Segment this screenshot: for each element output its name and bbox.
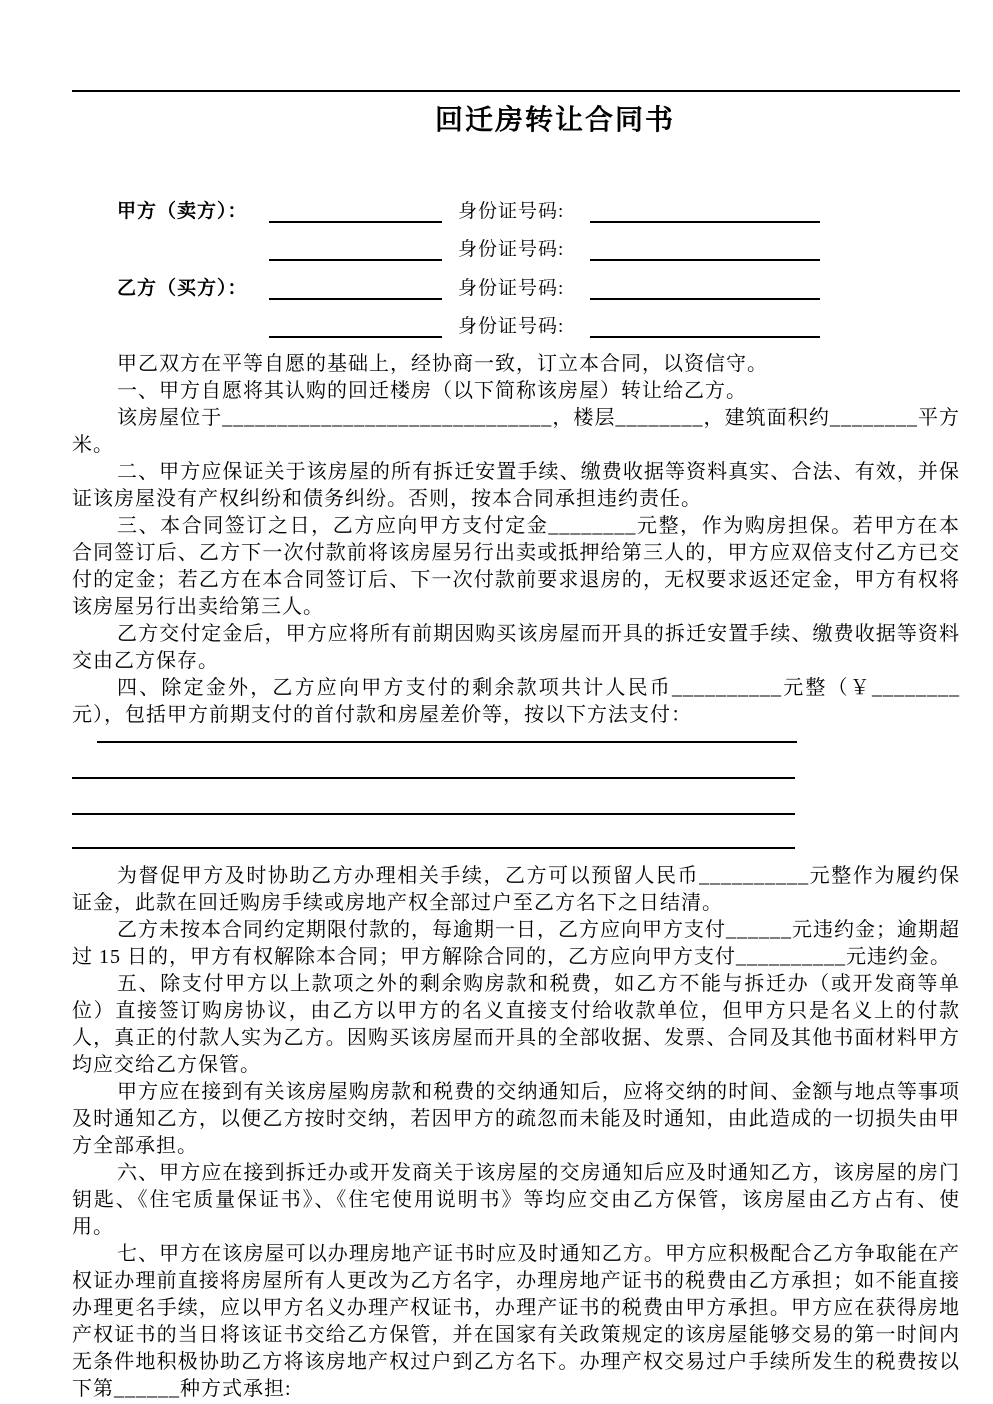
contract-paragraph-clause6: 六、甲方应在接到拆迁办或开发商关于该房屋的交房通知后应及时通知乙方，该房屋的房门钥匙、《住宅质量保证书》、《住宅使用说明书》等均应交由乙方保管，该房屋由乙方占有、使用。 <box>72 1162 960 1238</box>
id-number-label: 身份证号码: <box>458 200 565 222</box>
contract-paragraph-late-payment: 乙方未按本合同约定期限付款的，每逾期一日，乙方应向甲方支付______元违约金；逾期超过 15 日的，甲方有权解除本合同；甲方解除合同的，乙方应向甲方支付__________元违约金。 <box>72 919 960 968</box>
blank-writing-line <box>72 815 795 849</box>
id-number-label: 身份证号码: <box>458 277 565 299</box>
parties-section <box>72 184 960 338</box>
document-title: 回迁房转让合同书 <box>434 105 675 136</box>
party-a-row <box>72 184 960 223</box>
party-a-id-blank <box>590 197 820 223</box>
party-b-second-row <box>72 300 960 339</box>
contract-body <box>72 351 960 1403</box>
header-rule <box>72 90 960 92</box>
blank-writing-line <box>97 729 797 743</box>
blank-writing-line <box>72 779 795 815</box>
party-b2-name-blank <box>269 312 442 338</box>
party-b-label: 乙方（买方）： <box>117 277 248 299</box>
contract-content <box>0 90 993 1403</box>
party-b-id-blank <box>590 274 820 300</box>
id-number-label: 身份证号码: <box>458 239 565 260</box>
party-b2-id-blank <box>590 312 820 338</box>
contract-paragraph-deposit-handover: 乙方交付定金后，甲方应将所有前期因购买该房屋而开具的拆迁安置手续、缴费收据等资料交由乙方保存。 <box>72 623 960 672</box>
party-b-row <box>72 261 960 300</box>
party-a2-name-blank <box>269 235 442 261</box>
party-a-second-row <box>72 223 960 262</box>
contract-paragraph-clause3: 三、本合同签订之日，乙方应向甲方支付定金________元整，作为购房担保。若甲方在本合同签订后、乙方下一次付款前将该房屋另行出卖或抵押给第三人的，甲方应双倍支付乙方已交付的定金；若乙方在本合同签订后、下一次付款前要求退房的，无权要求返还定金，甲方有权将该房屋另行出卖给第三人。 <box>72 515 960 618</box>
contract-paragraph-clause4: 四、除定金外，乙方应向甲方支付的剩余款项共计人民币__________元整（￥________元），包括甲方前期支付的首付款和房屋差价等，按以下方法支付： <box>72 677 960 726</box>
contract-paragraph-payment-notice: 甲方应在接到有关该房屋购房款和税费的交纳通知后，应将交纳的时间、金额与地点等事项及时通知乙方，以便乙方按时交纳，若因甲方的疏忽而未能及时通知，由此造成的一切损失由甲方全部承担。 <box>72 1081 960 1157</box>
party-a-label: 甲方（卖方）： <box>117 200 248 222</box>
party-b-name-blank <box>269 274 442 300</box>
contract-paragraph-clause2: 二、甲方应保证关于该房屋的所有拆迁安置手续、缴费收据等资料真实、合法、有效，并保证该房屋没有产权纠纷和债务纠纷。否则，按本合同承担违约责任。 <box>72 461 960 510</box>
contract-paragraph-clause5: 五、除支付甲方以上款项之外的剩余购房款和税费，如乙方不能与拆迁办（或开发商等单位）直接签订购房协议，由乙方以甲方的名义直接支付给收款单位，但甲方只是名义上的付款人，真正的付款人实为乙方。因购买该房屋而开具的全部收据、发票、合同及其他书面材料甲方均应交给乙方保管。 <box>72 973 960 1076</box>
contract-paragraph-preamble: 甲乙双方在平等自愿的基础上，经协商一致，订立本合同，以资信守。 <box>117 353 768 375</box>
contract-paragraph-performance-bond: 为督促甲方及时协助乙方办理相关手续，乙方可以预留人民币__________元整作为履约保证金，此款在回迁购房手续或房地产权全部过户至乙方名下之日结清。 <box>72 865 960 914</box>
party-a-name-blank <box>269 197 442 223</box>
payment-method-blank-lines <box>72 729 960 849</box>
contract-paragraph-house-location: 该房屋位于______________________________，楼层________，建筑面积约________平方米。 <box>72 407 960 456</box>
id-number-label: 身份证号码: <box>458 316 565 337</box>
contract-paragraph-clause1: 一、甲方自愿将其认购的回迁楼房（以下简称该房屋）转让给乙方。 <box>117 380 747 402</box>
blank-writing-line <box>72 743 795 779</box>
contract-paragraph-clause7: 七、甲方在该房屋可以办理房地产证书时应及时通知乙方。甲方应积极配合乙方争取能在产权证办理前直接将房屋所有人更改为乙方名字，办理房地产证书的税费由乙方承担；如不能直接办理更名手续，应以甲方名义办理产权证书，办理产证书的税费由甲方承担。甲方应在获得房地产权证书的当日将该证书交给乙方保管，并在国家有关政策规定的该房屋能够交易的第一时间内无条件地积极协助乙方将该房地产权过户到乙方名下。办理产权交易过户手续所发生的税费按以下第______种方式承担: <box>72 1243 960 1400</box>
party-a2-id-blank <box>590 235 820 261</box>
